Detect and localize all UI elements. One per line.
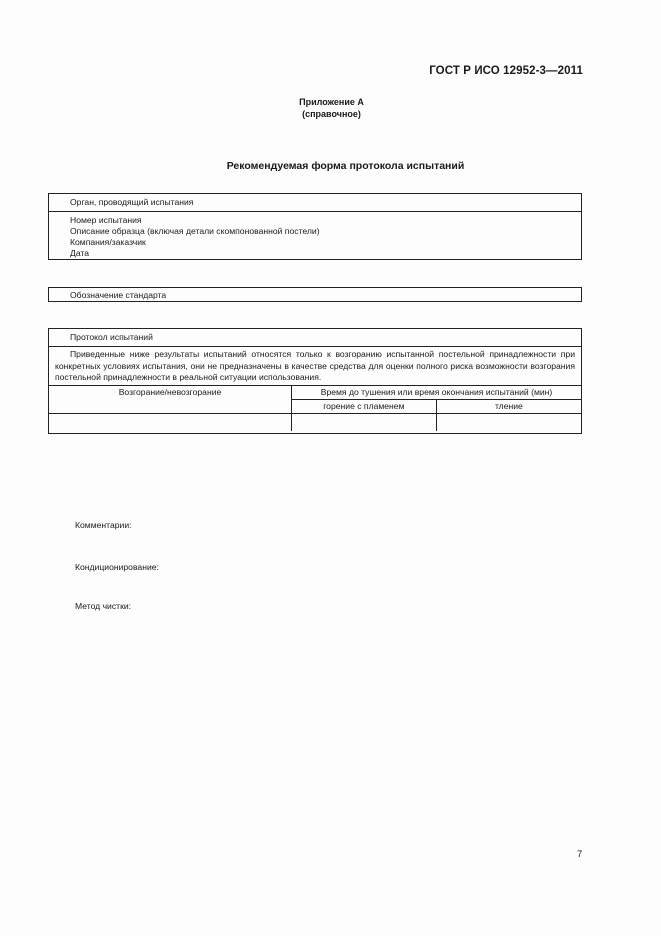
test-protocol-label: Протокол испытаний — [70, 332, 153, 342]
testing-body-label: Орган, проводящий испытания — [70, 197, 194, 207]
comments-label: Комментарии: — [75, 520, 132, 530]
sample-description-label: Описание образца (включая детали скомпонованной постели) — [70, 226, 320, 236]
annex-heading — [0, 96, 661, 120]
date-label: Дата — [70, 248, 90, 258]
conditioning-label: Кондиционирование: — [75, 562, 159, 572]
table-row — [49, 385, 581, 399]
form-title: Рекомендуемая форма протокола испытаний — [226, 160, 465, 172]
ignition-header: Возгорание/невозгорание — [49, 385, 292, 413]
annex-title: Приложение А — [299, 97, 364, 107]
table-cell — [292, 413, 437, 431]
time-header: Время до тушения или время окончания испытаний (мин) — [292, 385, 582, 399]
smouldering-header: тление — [436, 399, 581, 413]
company-customer-label: Компания/заказчик — [70, 237, 146, 247]
test-details — [49, 212, 581, 259]
table-row — [49, 413, 581, 431]
page-number: 7 — [577, 849, 583, 860]
document-code: ГОСТ Р ИСО 12952-3—2011 — [429, 65, 583, 77]
cleaning-method-label: Метод чистки: — [75, 601, 132, 611]
protocol-disclaimer: Приведенные ниже результаты испытаний относятся только к возгоранию испытанной постельной принадлежности при конкретных условиях испытания, они не предназначены в качестве средства для оценки полного риска возможности возгорания постельной принадлежности в реальной ситуации использования. — [55, 349, 575, 382]
results-table — [49, 385, 581, 431]
testing-body-box — [48, 193, 582, 260]
table-cell — [436, 413, 581, 431]
standard-designation-box — [48, 287, 582, 302]
table-cell — [49, 413, 292, 431]
test-protocol-box — [48, 328, 582, 434]
annex-subtitle: (справочное) — [302, 109, 361, 119]
test-number-label: Номер испытания — [70, 215, 142, 225]
flaming-header: горение с пламенем — [292, 399, 437, 413]
standard-designation-label: Обозначение стандарта — [70, 290, 167, 300]
